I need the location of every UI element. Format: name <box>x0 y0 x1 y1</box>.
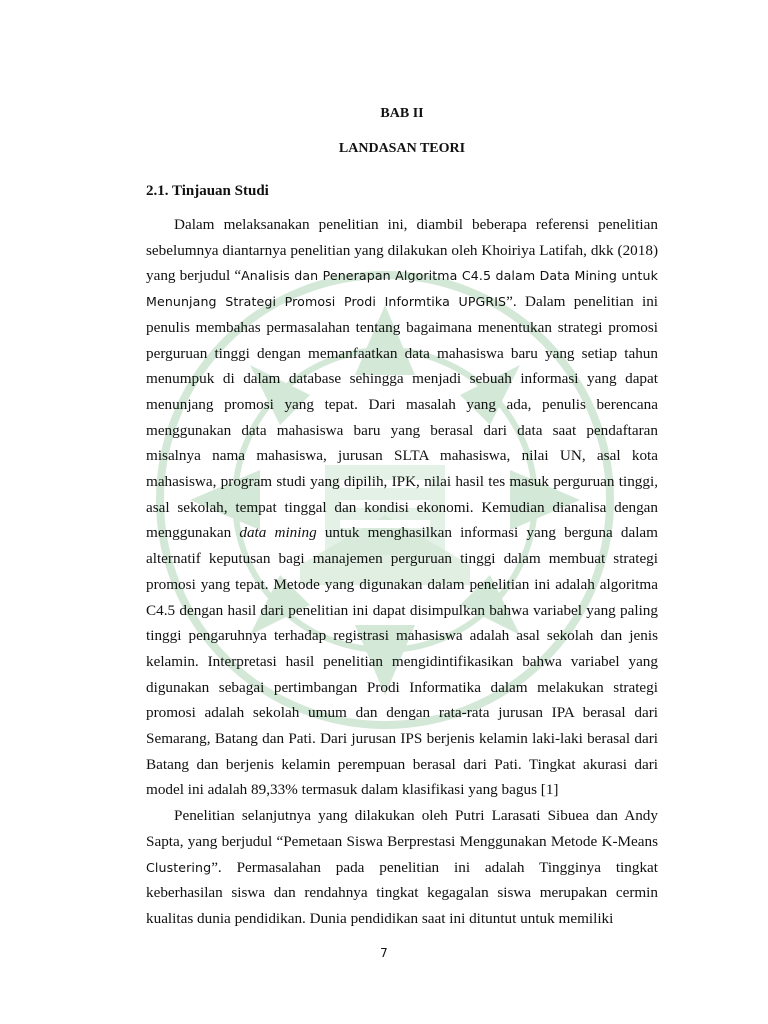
paragraph-2-title-quote: Clustering <box>146 859 212 875</box>
body-text <box>146 212 658 932</box>
paragraph-1-italic-term: data mining <box>239 524 317 542</box>
paragraph-1 <box>146 212 658 803</box>
paragraph-1-text-c: untuk menghasilkan informasi yang berguna dalam alternatif keputusan bagi manajemen perguruan tinggi dalam membuat strategi promosi yang tepat. Metode yang digunakan dalam penelitian ini adalah algoritma C4.5 dengan hasil dari penelitian ini dapat disimpulkan bahwa variabel yang paling tinggi pengaruhnya terhadap registrasi mahasiswa adalah asal sekolah dan jenis kelamin. Interpretasi hasil penelitian mengidintifikasikan bahwa variabel yang digunakan sebagai pertimbangan Prodi Informatika dalam melakukan strategi promosi adalah sekolah umum dan dengan rata-rata jurusan IPA berasal dari Semarang, Batang dan Pati. Dari jurusan IPS berjenis kelamin laki-laki berasal dari Batang dan berjenis kelamin perempuan berasal dari Pati. Tingkat akurasi dari model ini adalah 89,33% termasuk dalam klasifikasi yang bagus [1] <box>146 524 658 799</box>
paragraph-1-text-b: ”. Dalam penelitian ini penulis membahas permasalahan tentang bagaimana menentukan strategi promosi perguruan tinggi dengan memanfaatkan data mahasiswa baru yang setiap tahun menumpuk di dalam database sehingga menjadi sebuah informasi yang dapat menunjang promosi yang tepat. Dari masalah yang ada, penulis berencana menggunakan data mahasiswa baru yang berasal dari data saat pendaftaran misalnya nama mahasiswa, jurusan SLTA mahasiswa, nilai UN, asal kota mahasiswa, program studi yang dipilih, IPK, nilai hasil tes masuk perguruan tinggi, asal sekolah, tempat tinggal dan kondisi ekonomi. Kemudian dianalisa dengan menggunakan <box>146 293 659 542</box>
chapter-number: BAB II <box>380 106 424 121</box>
paragraph-1-text-a: Dalam melaksanakan penelitian ini, diambil beberapa referensi penelitian sebelumnya diantarnya penelitian yang dilakukan oleh Khoiriya Latifah, dkk (2018) yang berjudul “ <box>146 216 658 285</box>
paragraph-1-title-quote: Analisis dan Penerapan Algoritma C4.5 dalam Data Mining untuk Menunjang Strategi Promosi Prodi Informtika UPGRIS <box>146 268 658 310</box>
paragraph-2 <box>146 803 658 932</box>
paragraph-2-text-a: Penelitian selanjutnya yang dilakukan oleh Putri Larasati Sibuea dan Andy Sapta, yang berjudul “Pemetaan Siswa Berprestasi Menggunakan Metode K-Means <box>146 807 658 850</box>
page-number: 7 <box>380 946 388 960</box>
paragraph-2-text-b: ”. Permasalahan pada penelitian ini adalah Tingginya tingkat keberhasilan siswa dan rendahnya tingkat kegagalan siswa merupakan cermin kualitas dunia pendidikan. Dunia pendidikan saat ini dituntut untuk memiliki <box>146 858 658 927</box>
chapter-title: LANDASAN TEORI <box>338 141 466 156</box>
section-heading: 2.1. Tinjauan Studi <box>146 183 269 199</box>
